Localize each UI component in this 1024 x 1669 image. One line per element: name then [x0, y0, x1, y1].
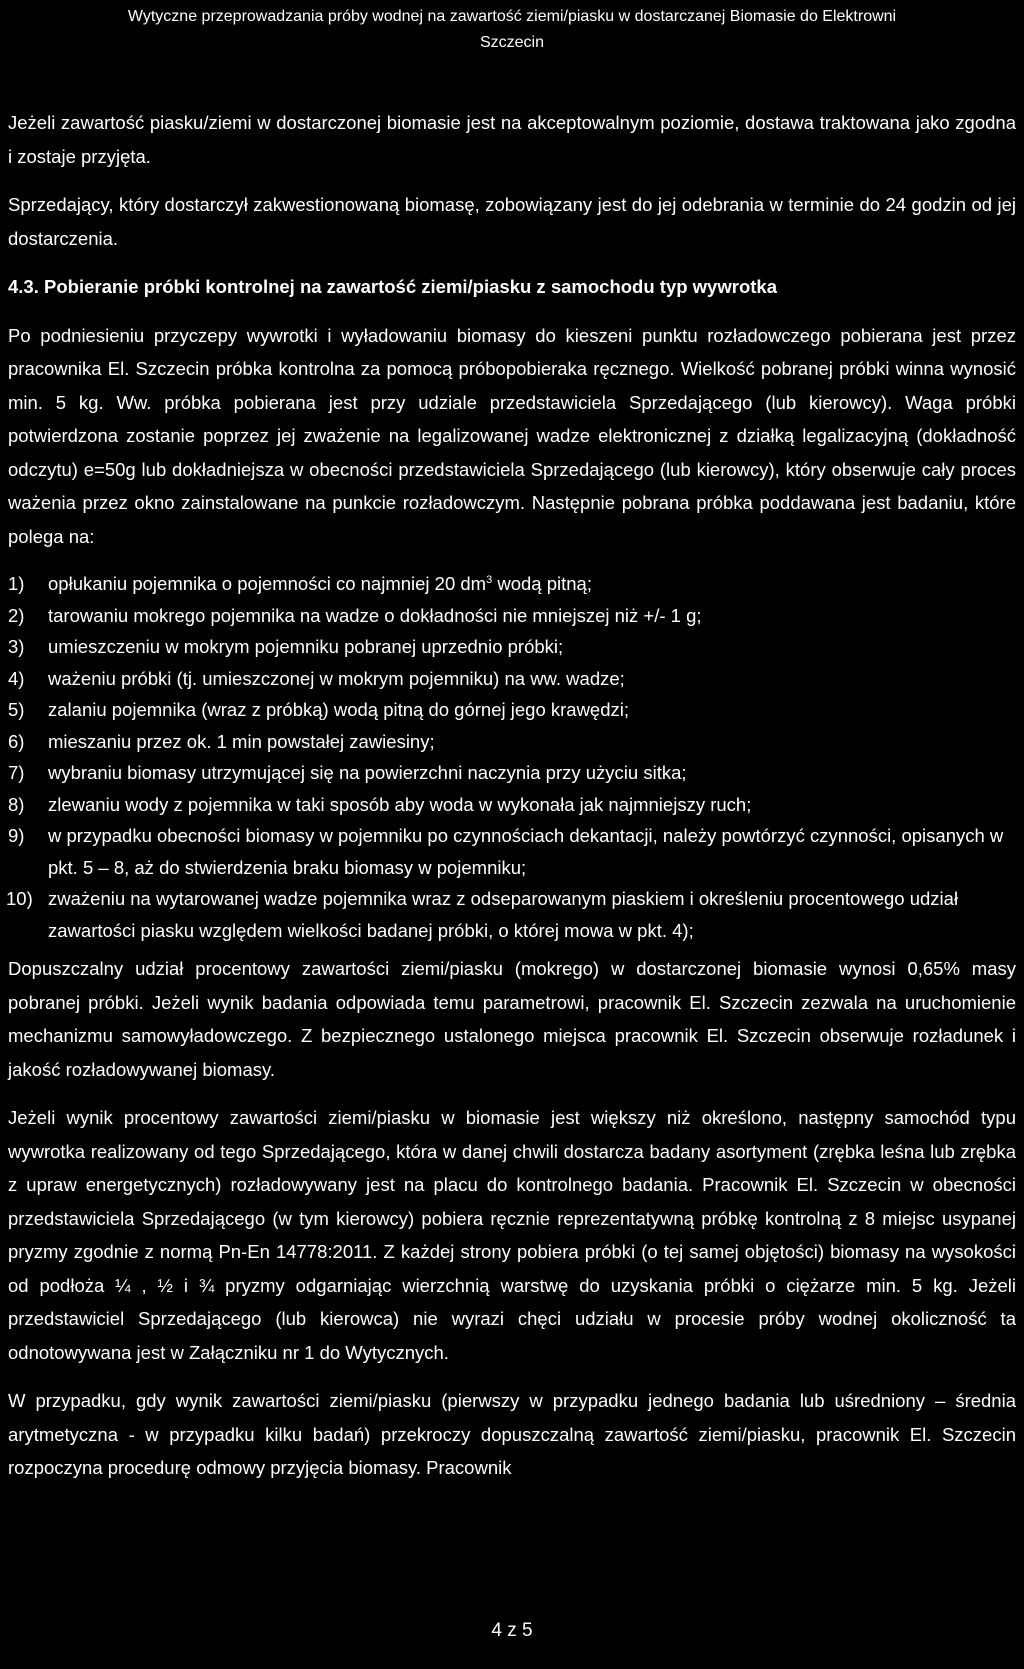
list-item: [8, 726, 1016, 758]
step-superscript: 3: [486, 574, 493, 586]
section-heading-4-3: 4.3. Pobieranie próbki kontrolnej na zawartość ziemi/piasku z samochodu typ wywrotka: [8, 276, 777, 297]
paragraph-refusal-procedure: W przypadku, gdy wynik zawartości ziemi/piasku (pierwszy w przypadku jednego badania lub uśredniony – średnia arytmetyczna - w przypadku kilku badań) przekroczy dopuszczalną zawartość ziemi/piasku, pracownik El. Szczecin rozpoczyna procedurę odmowy przyjęcia biomasy. Pracownik: [8, 1390, 1016, 1478]
step-number: 8): [8, 793, 25, 815]
page-number: 4 z 5: [491, 1620, 533, 1641]
paragraph-allowed-share: Dopuszczalny udział procentowy zawartości ziemi/piasku (mokrego) w dostarczonej biomasie wynosi 0,65% masy pobranej próbki. Jeżeli wynik badania odpowiada temu parametrowi, pracownik El. Szczecin zezwala na uruchomienie mechanizmu samowyładowczego. Z bezpiecznego ustalonego miejsca pracownik El. Szczecin obserwuje rozładunek i jakość rozładowywanej biomasy.: [8, 958, 1016, 1080]
paragraph-seller-obligation: Sprzedający, który dostarczył zakwestionowaną biomasę, zobowiązany jest do jej odebrania w terminie do 24 godzin od jej dostarczenia.: [8, 194, 1016, 249]
step-text: zalaniu pojemnika (wraz z próbką) wodą pitną do górnej jego krawędzi;: [48, 699, 630, 720]
step-text: zważeniu na wytarowanej wadze pojemnika wraz z odseparowanym piaskiem i określeniu procentowego udział zawartości piasku względem wielkości badanej próbki, o której mowa w pkt. 4);: [48, 888, 959, 941]
step-number: 4): [8, 667, 25, 689]
procedure-steps-list: [8, 568, 1016, 946]
document-body: [8, 106, 1016, 1500]
paragraph-exceeded-result: Jeżeli wynik procentowy zawartości ziemi/piasku w biomasie jest większy niż określono, następny samochód typu wywrotka realizowany od tego Sprzedającego, która w danej chwili dostarcza badany asortyment (zrębka leśna lub zrębka z upraw energetycznych) rozładowywany jest na placu do kontrolnego badania. Pracownik El. Szczecin w obecności przedstawiciela Sprzedającego (w tym kierowcy) pobiera ręcznie reprezentatywną próbkę kontrolną z 8 miejsc usypanej pryzmy zgodnie z normą Pn-En 14778:2011. Z każdej strony pobiera próbki (o tej samej objętości) biomasy na wysokości od podłoża ¼ , ½ i ¾ pryzmy odgarniając wierzchnią warstwę do uzyskania próbki o ciężarze min. 5 kg. Jeżeli przedstawiciel Sprzedającego (lub kierowca) nie wyrazi chęci udziału w procesie próby wodnej okoliczność ta odnotowywana jest w Załączniku nr 1 do Wytycznych.: [8, 1107, 1016, 1363]
step-number: 6): [8, 730, 25, 752]
step-text: opłukaniu pojemnika o pojemności co najmniej 20 dm: [48, 573, 487, 594]
header-title-line-2: Szczecin: [479, 34, 545, 51]
step-number: 10): [6, 888, 33, 909]
step-text: wybraniu biomasy utrzymującej się na powierzchni naczynia przy użyciu sitka;: [48, 762, 687, 783]
header-title-line-1: Wytyczne przeprowadzania próby wodnej na zawartość ziemi/piasku w dostarczanej Biomasie do Elektrowni: [127, 8, 897, 25]
list-item: [8, 757, 1016, 789]
list-item: [8, 883, 1016, 946]
list-item: [8, 631, 1016, 663]
list-item: [8, 600, 1016, 632]
list-item: [8, 568, 1016, 600]
step-number: 3): [8, 636, 25, 657]
step-text: mieszaniu przez ok. 1 min powstałej zawiesiny;: [48, 730, 435, 752]
step-text: tarowaniu mokrego pojemnika na wadze o dokładności nie mniejszej niż +/- 1 g;: [48, 604, 702, 626]
step-number: 9): [8, 825, 25, 846]
step-text: umieszczeniu w mokrym pojemniku pobranej uprzednio próbki;: [48, 636, 564, 657]
step-text-suffix: wodą pitną;: [492, 573, 592, 594]
step-text: ważeniu próbki (tj. umieszczonej w mokrym pojemniku) na ww. wadze;: [48, 667, 625, 689]
paragraph-acceptable-level: Jeżeli zawartość piasku/ziemi w dostarczonej biomasie jest na akceptowalnym poziomie, dostawa traktowana jako zgodna i zostaje przyjęta.: [8, 112, 1016, 167]
document-header: [0, 4, 1024, 56]
list-item: [8, 820, 1016, 883]
list-item: [8, 663, 1016, 695]
paragraph-sampling-procedure: Po podniesieniu przyczepy wywrotki i wyładowaniu biomasy do kieszeni punktu rozładowczego pobierana jest przez pracownika El. Szczecin próbka kontrolna za pomocą próbopobieraka ręcznego. Wielkość pobranej próbki winna wynosić min. 5 kg. Ww. próbka pobierana jest przy udziale przedstawiciela Sprzedającego (lub kierowcy). Waga próbki potwierdzona zostanie poprzez jej zważenie na legalizowanej wadze elektronicznej z działką legalizacyjną (dokładność odczytu) e=50g lub dokładniejsza w obecności przedstawiciela Sprzedającego (lub kierowcy), który obserwuje cały proces ważenia przez okno zainstalowane na punkcie rozładowczym. Następnie pobrana próbka poddawana jest badaniu, które polega na:: [8, 324, 1016, 547]
step-number: 1): [8, 573, 25, 594]
list-item: [8, 694, 1016, 726]
step-text: zlewaniu wody z pojemnika w taki sposób aby woda w wykonała jak najmniejszy ruch;: [48, 793, 752, 815]
step-text: w przypadku obecności biomasy w pojemniku po czynnościach dekantacji, należy powtórzyć czynności, opisanych w pkt. 5 – 8, aż do stwierdzenia braku biomasy w pojemniku;: [48, 825, 1004, 878]
list-item: [8, 789, 1016, 821]
step-number: 2): [8, 604, 25, 626]
step-number: 7): [8, 762, 25, 783]
step-number: 5): [8, 699, 25, 720]
